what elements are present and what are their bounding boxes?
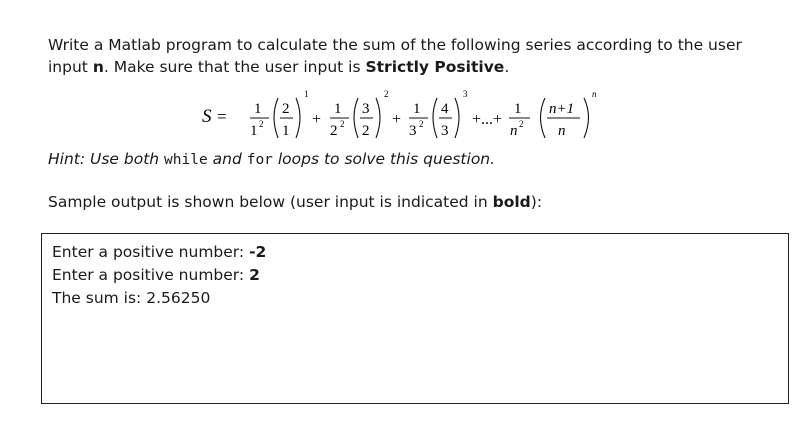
formula-ellipsis: +...+ (472, 111, 503, 128)
output-line-1-input: -2 (249, 243, 267, 261)
keyword-while: while (164, 152, 208, 168)
keyword-for: for (246, 152, 273, 168)
output-line-3 (52, 287, 210, 309)
term-2-power: 2 (384, 89, 389, 99)
term-2-den-exp: 2 (340, 119, 345, 129)
question-line-2-post: . (504, 58, 510, 76)
question-line-2-mid: . Make sure that the user input is (103, 58, 366, 76)
formula-lhs: S (202, 106, 212, 127)
term-n-numerator: 1 (514, 101, 522, 117)
term-n-den-base: n (510, 123, 518, 139)
output-line-3-text: The sum is: 2.56250 (52, 289, 211, 307)
term-2-numerator: 1 (334, 101, 342, 117)
formula-plus-1: + (312, 111, 322, 128)
question-line-1: Write a Matlab program to calculate the sum of the following series according to the user (48, 36, 742, 54)
sample-bold-word: bold (492, 193, 531, 211)
term-1-power: 1 (304, 89, 309, 99)
formula-term-n (509, 89, 597, 139)
term-3-power: 3 (463, 89, 468, 99)
term-2-frac-den: 2 (362, 123, 370, 139)
term-n-frac-den: n (558, 123, 566, 139)
sample-pre: Sample output is shown below (user input is indicated in (48, 193, 493, 211)
sample-output-box (41, 233, 789, 404)
term-3-frac-num: 4 (441, 101, 449, 117)
term-2-frac-num: 3 (362, 101, 370, 117)
sample-post: ): (530, 193, 543, 211)
question-line-2-pre: input (48, 58, 93, 76)
hint-pre: Hint: Use both (48, 150, 165, 168)
formula-term-2 (330, 89, 389, 139)
formula-plus-2: + (392, 111, 402, 128)
hint-text (48, 148, 495, 171)
term-n-power: n (592, 89, 597, 99)
formula-term-3 (409, 89, 468, 139)
series-formula (200, 84, 620, 146)
term-2-den-base: 2 (330, 123, 338, 139)
term-1-numerator: 1 (254, 101, 262, 117)
hint-mid: and (207, 150, 247, 168)
output-line-2-input: 2 (249, 266, 260, 284)
term-1-frac-num: 2 (282, 101, 290, 117)
output-line-2-prompt: Enter a positive number: (52, 266, 250, 284)
term-3-numerator: 1 (413, 101, 421, 117)
term-1-den-exp: 2 (259, 119, 264, 129)
question-line-2 (48, 56, 742, 78)
output-line-1-prompt: Enter a positive number: (52, 243, 250, 261)
term-3-frac-den: 3 (441, 123, 449, 139)
output-line-1 (52, 241, 266, 263)
sample-output-caption (48, 191, 542, 213)
question-text (48, 34, 742, 78)
variable-n: n (92, 58, 104, 76)
term-n-frac-num: n+1 (549, 101, 575, 117)
formula-term-1 (250, 89, 309, 139)
formula-equals: = (217, 107, 227, 126)
term-1-den-base: 1 (250, 123, 258, 139)
output-line-2 (52, 264, 260, 286)
term-1-frac-den: 1 (282, 123, 290, 139)
term-3-den-base: 3 (409, 123, 417, 139)
term-n-den-exp: 2 (519, 119, 524, 129)
hint-post: loops to solve this question. (272, 150, 496, 168)
term-3-den-exp: 2 (419, 119, 424, 129)
strictly-positive-text: Strictly Positive (365, 58, 505, 76)
